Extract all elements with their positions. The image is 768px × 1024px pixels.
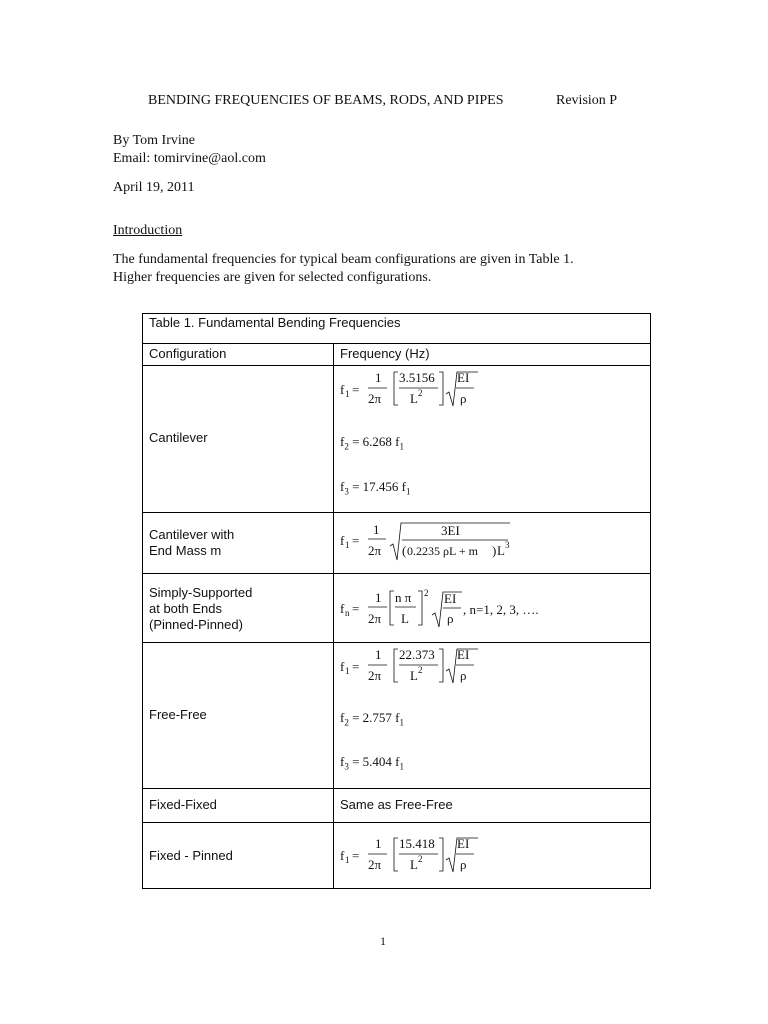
svg-text:L: L [497, 543, 505, 558]
svg-text:=: = [352, 382, 360, 397]
formula-fixed-pinned-f1 [338, 832, 488, 882]
svg-text:1: 1 [345, 389, 350, 399]
svg-text:EI: EI [457, 370, 470, 385]
svg-text:f: f [340, 659, 345, 674]
svg-text:1: 1 [375, 836, 382, 851]
svg-text:L: L [410, 391, 418, 406]
intro-paragraph-line-2: Higher frequencies are given for selected configurations. [113, 270, 432, 285]
revision-label: Revision P [556, 93, 618, 108]
svg-text:ρ: ρ [460, 391, 467, 406]
svg-text:2: 2 [418, 388, 423, 398]
svg-text:2: 2 [418, 665, 423, 675]
config-simply-supported-line-3: (Pinned-Pinned) [149, 617, 243, 632]
svg-text:L: L [401, 611, 409, 626]
frequency-fixed-fixed: Same as Free-Free [340, 797, 453, 812]
svg-text:=: = [352, 848, 360, 863]
table-border-top [142, 313, 651, 314]
svg-text:2: 2 [424, 588, 429, 598]
date-line: April 19, 2011 [113, 180, 195, 195]
author-line: By Tom Irvine [113, 133, 195, 148]
column-header-frequency: Frequency (Hz) [340, 346, 430, 361]
svg-text:L: L [410, 668, 418, 683]
svg-text:(: ( [402, 543, 407, 558]
mode-index-series: , n=1, 2, 3, …. [463, 602, 539, 617]
svg-text:ρ: ρ [460, 668, 467, 683]
table-caption: Table 1. Fundamental Bending Frequencies [149, 315, 401, 330]
config-cantilever: Cantilever [149, 430, 208, 445]
formula-cantilever-f2: $f_2 = 6.268$ $f_1$ [340, 434, 405, 452]
coef-fixed-pinned: 15.418 [399, 836, 435, 851]
svg-text:f: f [340, 533, 345, 548]
formula-free-free-f3: $f_3 = 5.404$ $f_1$ [340, 754, 405, 772]
numerator-3ei: 3EI [441, 523, 460, 538]
svg-text:=: = [352, 659, 360, 674]
formula-cantilever-end-mass [338, 518, 518, 572]
table-rule [142, 343, 651, 344]
coef-cantilever: 3.5156 [399, 370, 435, 385]
intro-paragraph-line-1: The fundamental frequencies for typical beam configurations are given in Table 1. [113, 252, 574, 267]
formula-free-free-f2: $f_2 = 2.757$ $f_1$ [340, 710, 405, 728]
table-column-divider [333, 343, 334, 889]
svg-text:1: 1 [375, 370, 382, 385]
svg-text:EI: EI [457, 647, 470, 662]
config-cantilever-end-mass-line-1: Cantilever with [149, 527, 235, 542]
svg-text:2π: 2π [368, 668, 382, 683]
svg-text:1: 1 [375, 590, 382, 605]
table-border-bottom [142, 888, 651, 889]
formula-cantilever-f3: $f_3 = 17.456$ $f_1$ [340, 479, 411, 497]
svg-text:ρ: ρ [447, 611, 454, 626]
config-cantilever-end-mass-line-2: End Mass m [149, 543, 222, 558]
table-rule [142, 822, 651, 823]
svg-text:L: L [410, 857, 418, 872]
svg-text:ρ: ρ [460, 857, 467, 872]
svg-text:1: 1 [345, 855, 350, 865]
column-header-configuration: Configuration [149, 346, 227, 361]
svg-text:f: f [340, 382, 345, 397]
svg-text:2π: 2π [368, 611, 382, 626]
svg-text:=: = [352, 601, 360, 616]
document-title: BENDING FREQUENCIES OF BEAMS, RODS, AND PIPES [148, 93, 504, 108]
svg-text:1: 1 [375, 647, 382, 662]
table-rule [142, 573, 651, 574]
svg-text:f: f [340, 601, 345, 616]
svg-text:=: = [352, 533, 360, 548]
formula-cantilever-f1 [338, 366, 488, 416]
config-simply-supported-line-1: Simply-Supported [149, 585, 253, 600]
svg-text:): ) [492, 543, 497, 558]
config-free-free: Free-Free [149, 707, 207, 722]
config-simply-supported-line-2: at both Ends [149, 601, 222, 616]
svg-text:1: 1 [373, 522, 380, 537]
svg-text:1: 1 [345, 666, 350, 676]
section-heading-introduction: Introduction [113, 223, 183, 238]
svg-text:1: 1 [345, 540, 350, 550]
formula-free-free-f1 [338, 643, 488, 693]
svg-text:n π: n π [395, 590, 412, 605]
table-rule [142, 788, 651, 789]
svg-text:n: n [345, 608, 350, 618]
table-border-left [142, 313, 143, 889]
svg-text:2π: 2π [368, 391, 382, 406]
config-fixed-fixed: Fixed-Fixed [149, 797, 217, 812]
svg-text:2π: 2π [368, 857, 382, 872]
table-border-right [650, 313, 651, 889]
svg-text:EI: EI [457, 836, 470, 851]
svg-text:3: 3 [505, 540, 510, 550]
coef-free-free: 22.373 [399, 647, 435, 662]
formula-simply-supported [338, 585, 588, 635]
svg-text:2π: 2π [368, 543, 382, 558]
config-fixed-pinned: Fixed - Pinned [149, 848, 233, 863]
svg-text:2: 2 [418, 854, 423, 864]
table-rule [142, 512, 651, 513]
denominator-expression: 0.2235 ρL + m [407, 544, 478, 558]
svg-text:f: f [340, 848, 345, 863]
svg-text:EI: EI [444, 591, 457, 606]
email-line: Email: tomirvine@aol.com [113, 151, 266, 166]
page-number: 1 [380, 934, 386, 948]
